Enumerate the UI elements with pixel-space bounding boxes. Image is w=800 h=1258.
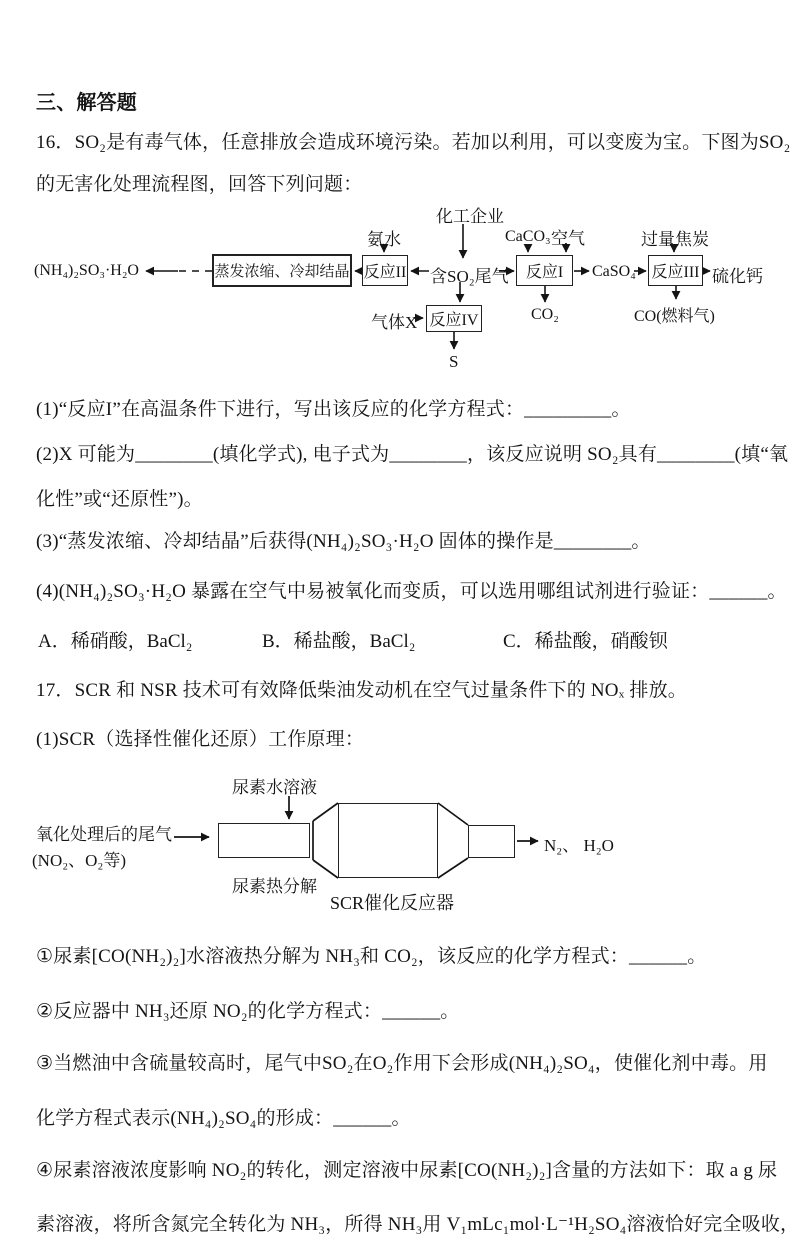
q17-intro: 17．SCR 和 NSR 技术可有效降低柴油发动机在空气过量条件下的 NOₓ 排放。 [36,680,687,701]
q17-circ1: ①尿素[CO(NH₂)₂]水溶液热分解为 NH₃和 CO₂，该反应的化学方程式：______。 [36,946,707,967]
outlet-duct [468,825,515,858]
evaporate-crystallize-box: 蒸发浓缩、冷却结晶 [212,254,352,287]
label-inlet-gas-line1: 氧化处理后的尾气 [36,825,172,844]
label-outlet-products: N₂、 H₂O [544,836,614,855]
label-calcium-sulfide: 硫化钙 [712,267,763,286]
label-caso4: CaSO₄ [592,263,636,280]
label-caco3: CaCO₃ [505,228,551,245]
label-urea-solution: 尿素水溶液 [232,778,317,797]
reaction2-box: 反应II [362,255,408,286]
label-chemical-enterprise: 化工企业 [436,207,504,226]
label-air: 空气 [551,229,585,248]
q16-part3: (3)“蒸发浓缩、冷却结晶”后获得(NH₄)₂SO₃·H₂O 固体的操作是________。 [36,531,651,552]
label-so2-feed-gas: 含SO₂尾气 [430,267,509,286]
q16-part1: (1)“反应I”在高温条件下进行，写出该反应的化学方程式：_________。 [36,399,631,420]
q16-part4: (4)(NH₄)₂SO₃·H₂O 暴露在空气中易被氧化而变质，可以选用哪组试剂进行验证：______。 [36,581,787,602]
label-gas-x: 气体X [371,313,418,332]
q17-circ2: ②反应器中 NH₃还原 NO₂的化学方程式：______。 [36,1001,460,1022]
label-excess-coke: 过量焦炭 [641,230,709,249]
q17-circ4-line2: 素溶液，将所含氮完全转化为 NH₃，所得 NH₃用 V₁mLc₁mol·L⁻¹H₂SO₄溶液恰好完全吸收， [36,1214,800,1235]
q16-intro-line2: 的无害化处理流程图，回答下列问题： [36,174,363,195]
option-a: A．稀硝酸，BaCl₂ [38,631,193,652]
q16-intro-line1: 16．SO₂是有毒气体，任意排放会造成环境污染。若加以利用，可以变废为宝。下图为SO₂ [36,132,791,153]
label-scr-reactor: SCR催化反应器 [330,893,455,913]
q17-sub1: (1)SCR（选择性催化还原）工作原理： [36,729,365,750]
option-c: C．稀盐酸，硝酸钡 [503,631,668,652]
q17-circ3-line2: 化学方程式表示(NH₄)₂SO₄的形成：______。 [36,1108,411,1129]
urea-injection-duct [218,823,310,858]
q17-circ4-line1: ④尿素溶液浓度影响 NO₂的转化，测定溶液中尿素[CO(NH₂)₂]含量的方法如下：取 a g 尿 [36,1160,778,1181]
scr-reactor-box [338,803,438,878]
option-b: B．稀盐酸，BaCl₂ [262,631,416,652]
label-co-fuel-gas: CO(燃料气) [634,308,715,325]
label-co2: CO₂ [531,306,559,323]
label-inlet-gas-line2: (NO₂、O₂等) [32,851,127,870]
label-ammonium-sulfite-product: (NH₄)₂SO₃·H₂O [34,262,139,279]
label-ammonia-water: 氨水 [367,230,401,249]
q17-circ3-line1: ③当燃油中含硫量较高时，尾气中SO₂在O₂作用下会形成(NH₄)₂SO₄，使催化剂中毒。用 [36,1053,768,1074]
q16-part2-line1: (2)X 可能为________(填化学式), 电子式为________，该反应说明 SO₂具有________(填“氧 [36,444,789,465]
reaction3-box: 反应III [648,255,703,286]
reaction1-box: 反应I [516,255,573,286]
reaction4-box: 反应IV [426,305,482,332]
q16-part2-line2: 化性”或“还原性”)。 [36,489,203,510]
label-urea-decomposition: 尿素热分解 [232,877,317,896]
so2-flow-diagram [0,198,800,378]
scr-diagram [0,770,800,918]
section-title: 三、解答题 [36,92,137,114]
label-sulfur: S [449,352,459,371]
